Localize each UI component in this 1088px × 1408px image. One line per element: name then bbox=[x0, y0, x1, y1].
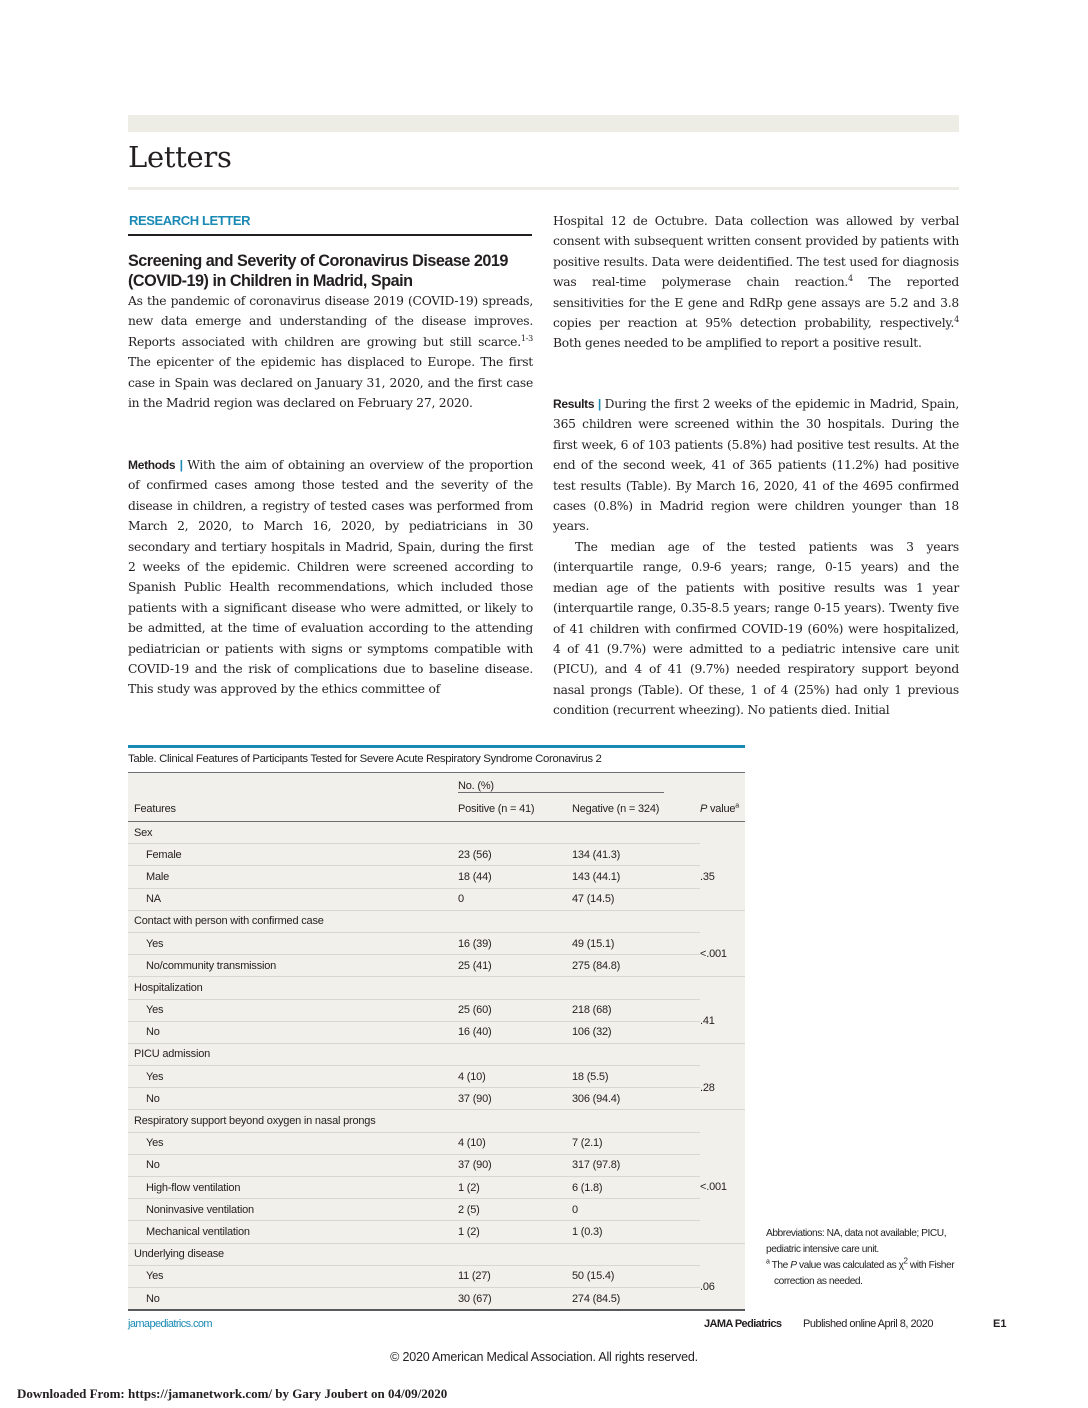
table-row bbox=[128, 1199, 745, 1221]
positive-cell: 25 (60) bbox=[458, 999, 572, 1021]
results-paragraph bbox=[553, 394, 959, 537]
positive-cell: 37 (90) bbox=[458, 1088, 572, 1110]
feature-cell: No bbox=[128, 1287, 458, 1309]
table-row bbox=[128, 1221, 745, 1243]
feature-cell: No bbox=[128, 1154, 458, 1176]
negative-cell: 134 (41.3) bbox=[572, 844, 700, 866]
feature-cell: Yes bbox=[128, 1132, 458, 1154]
methods-text-cont: Hospital 12 de Octubre. Data collection was allowed by verbal consent with subsequent written consent provided by patients with positive results. Data were deidentified. The test used for diagnosis was real-time polymerase chain reaction. bbox=[553, 214, 959, 290]
group-label: Contact with person with confirmed case bbox=[128, 910, 745, 932]
negative-cell: 18 (5.5) bbox=[572, 1066, 700, 1088]
heading-separator: | bbox=[175, 458, 188, 472]
positive-cell: 16 (40) bbox=[458, 1021, 572, 1043]
positive-cell: 18 (44) bbox=[458, 866, 572, 888]
table-row bbox=[128, 1265, 745, 1287]
results-heading: Results bbox=[553, 397, 595, 411]
feature-cell: Yes bbox=[128, 999, 458, 1021]
positive-cell: 0 bbox=[458, 888, 572, 910]
feature-cell: Female bbox=[128, 844, 458, 866]
p-value-cell: <.001 bbox=[700, 1181, 727, 1194]
footnote-a: $^a$ The P value was calculated as $\chi^2$ with Fisher correction as needed. bbox=[766, 1256, 955, 1287]
table-row bbox=[128, 888, 745, 910]
methods-continued bbox=[553, 211, 959, 354]
publication-date: Published online April 8, 2020 bbox=[803, 1318, 933, 1330]
positive-cell: 4 (10) bbox=[458, 1066, 572, 1088]
table-row bbox=[128, 1021, 745, 1043]
header-band bbox=[128, 115, 959, 132]
feature-cell: Yes bbox=[128, 1066, 458, 1088]
group-label: Hospitalization bbox=[128, 977, 745, 999]
negative-cell: 7 (2.1) bbox=[572, 1132, 700, 1154]
table-top-rule bbox=[128, 745, 745, 748]
negative-cell: 49 (15.1) bbox=[572, 932, 700, 954]
table-row bbox=[128, 866, 745, 888]
negative-cell: 274 (84.5) bbox=[572, 1287, 700, 1309]
table-header-row bbox=[128, 773, 745, 797]
group-label: Underlying disease bbox=[128, 1243, 745, 1265]
positive-cell: 23 (56) bbox=[458, 844, 572, 866]
positive-cell: 1 (2) bbox=[458, 1221, 572, 1243]
journal-name: JAMA Pediatrics bbox=[704, 1318, 782, 1330]
table-row bbox=[128, 844, 745, 866]
p-value-cell: <.001 bbox=[700, 948, 727, 961]
abbreviations-note: Abbreviations: NA, data not available; PICU, pediatric intensive care unit. bbox=[766, 1228, 947, 1255]
reference-marker[interactable]: 4 bbox=[848, 274, 853, 284]
negative-cell: 1 (0.3) bbox=[572, 1221, 700, 1243]
group-label: Sex bbox=[128, 822, 745, 844]
feature-cell: Yes bbox=[128, 1265, 458, 1287]
col-header-p-value: P value$^a$ bbox=[700, 797, 745, 822]
table-row bbox=[128, 955, 745, 977]
copyright-notice: © 2020 American Medical Association. All rights reserved. bbox=[390, 1350, 698, 1364]
methods-text-cont: Both genes needed to be amplified to report a positive result. bbox=[553, 336, 922, 351]
feature-cell: Yes bbox=[128, 932, 458, 954]
kicker-rule bbox=[128, 234, 532, 236]
table-row bbox=[128, 1177, 745, 1199]
col-header-features: Features bbox=[128, 797, 458, 822]
p-value-cell: .28 bbox=[700, 1081, 715, 1094]
table-row bbox=[128, 1154, 745, 1176]
table-group-row bbox=[128, 1043, 745, 1065]
table-row bbox=[128, 999, 745, 1021]
p-value-cell: .35 bbox=[700, 870, 715, 883]
negative-cell: 143 (44.1) bbox=[572, 866, 700, 888]
negative-cell: 0 bbox=[572, 1199, 700, 1221]
article-type-kicker: RESEARCH LETTER bbox=[129, 213, 251, 228]
negative-cell: 306 (94.4) bbox=[572, 1088, 700, 1110]
table-group-row bbox=[128, 977, 745, 999]
positive-cell: 37 (90) bbox=[458, 1154, 572, 1176]
positive-cell: 2 (5) bbox=[458, 1199, 572, 1221]
results-paragraph-2: The median age of the tested patients was 3 years (interquartile range, 0.9-6 years; range, 0-15 years) and the median age of the patients with positive results was 1 year (interquartile range, 0.35-8.5 years; range 0-15 years). Twenty five of 41 children with confirmed COVID-19 (60%) were hospitalized, 4 of 41 (9.7%) were admitted to a pediatric intensive care unit (PICU), and 4 of 41 (9.7%) needed respiratory support beyond nasal prongs (Table). Of these, 1 of 4 (25%) had only 1 previous condition (recurrent wheezing). No patients died. Initial bbox=[553, 540, 959, 718]
positive-cell: 30 (67) bbox=[458, 1287, 572, 1309]
table-group-row bbox=[128, 1110, 745, 1132]
table-group-row bbox=[128, 1243, 745, 1265]
methods-heading: Methods bbox=[128, 458, 176, 472]
negative-cell: 218 (68) bbox=[572, 999, 700, 1021]
article-title: Screening and Severity of Coronavirus Disease 2019 (COVID-19) in Children in Madrid, Spain bbox=[128, 252, 508, 290]
methods-paragraph bbox=[128, 455, 533, 700]
feature-cell: Noninvasive ventilation bbox=[128, 1199, 458, 1221]
negative-cell: 106 (32) bbox=[572, 1021, 700, 1043]
download-notice: Downloaded From: https://jamanetwork.com/ by Gary Joubert on 04/09/2020 bbox=[17, 1386, 448, 1401]
group-label: Respiratory support beyond oxygen in nasal prongs bbox=[128, 1110, 745, 1132]
positive-cell: 16 (39) bbox=[458, 932, 572, 954]
footnote-marker[interactable]: a bbox=[735, 802, 739, 810]
table-row bbox=[128, 932, 745, 954]
header-divider bbox=[128, 187, 959, 190]
table-group-row bbox=[128, 822, 745, 844]
section-title: Letters bbox=[128, 140, 232, 174]
p-value-cell: .06 bbox=[700, 1281, 715, 1294]
feature-cell: Mechanical ventilation bbox=[128, 1221, 458, 1243]
table-group-row bbox=[128, 910, 745, 932]
positive-cell: 4 (10) bbox=[458, 1132, 572, 1154]
table-row bbox=[128, 1287, 745, 1309]
results-text: During the first 2 weeks of the epidemic in Madrid, Spain, 365 children were screened within the 30 hospitals. During the first week, 6 of 103 patients (5.8%) had positive test results. At the end of the second week, 41 of 365 patients (11.2%) had positive test results (Table). By March 16, 2020, 41 of the 4695 confirmed cases (0.8%) in Madrid region were children younger than 18 years. bbox=[553, 397, 959, 534]
negative-cell: 317 (97.8) bbox=[572, 1154, 700, 1176]
intro-text-cont: The epicenter of the epidemic has displaced to Europe. The first case in Spain was declared on January 31, 2020, and the first case in the Madrid region was declared on February 27, 2020. bbox=[128, 355, 533, 411]
negative-cell: 275 (84.8) bbox=[572, 955, 700, 977]
journal-website-link[interactable]: jamapediatrics.com bbox=[128, 1318, 212, 1330]
table-row bbox=[128, 1066, 745, 1088]
p-value-cell: .41 bbox=[700, 1014, 715, 1027]
col-header-positive: Positive (n = 41) bbox=[458, 797, 572, 822]
methods-text: With the aim of obtaining an overview of the proportion of confirmed cases among those tested and the severity of the disease in children, a registry of tested cases was performed from March 2, 2020, to March 16, 2020, by pediatricians in 30 secondary and tertiary hospitals in Madrid, Spain, during the first 2 weeks of the epidemic. Children were screened according to Spanish Public Health recommendations, which included those patients with a significant disease who were admitted, or likely to be admitted, at the time of evaluation according to the attending pediatrician or patients with signs or symptoms compatible with COVID-19 and the risk of complications due to baseline disease. This study was approved by the ethics committee of bbox=[128, 458, 533, 697]
negative-cell: 6 (1.8) bbox=[572, 1177, 700, 1199]
feature-cell: No bbox=[128, 1021, 458, 1043]
table-row bbox=[128, 1088, 745, 1110]
positive-cell: 1 (2) bbox=[458, 1177, 572, 1199]
positive-cell: 11 (27) bbox=[458, 1265, 572, 1287]
negative-cell: 50 (15.4) bbox=[572, 1265, 700, 1287]
feature-cell: No bbox=[128, 1088, 458, 1110]
col-header-negative: Negative (n = 324) bbox=[572, 797, 700, 822]
reference-marker[interactable]: 1-3 bbox=[520, 333, 533, 343]
table-notes bbox=[766, 1226, 966, 1290]
table-header-row bbox=[128, 797, 745, 822]
column-group-header: No. (%) bbox=[458, 778, 664, 793]
clinical-features-table bbox=[128, 772, 745, 1311]
group-label: PICU admission bbox=[128, 1043, 745, 1065]
page-number: E1 bbox=[993, 1318, 1007, 1330]
table-caption: Table. Clinical Features of Participants Tested for Severe Acute Respiratory Syndrome Coronavirus 2 bbox=[128, 753, 602, 765]
intro-paragraph bbox=[128, 291, 533, 413]
heading-separator: | bbox=[594, 397, 605, 411]
methods-text-cont: The reported sensitivities for the E gene and RdRp gene assays are 5.2 and 3.8 copies per reaction at 95% detection probability, respectively. bbox=[553, 275, 959, 331]
feature-cell: High-flow ventilation bbox=[128, 1177, 458, 1199]
reference-marker[interactable]: 4 bbox=[954, 314, 959, 324]
table-row bbox=[128, 1132, 745, 1154]
feature-cell: Male bbox=[128, 866, 458, 888]
intro-text: As the pandemic of coronavirus disease 2019 (COVID-19) spreads, new data emerge and understanding of the disease improves. Reports associated with children are growing but still scarce. bbox=[128, 294, 533, 349]
negative-cell: 47 (14.5) bbox=[572, 888, 700, 910]
feature-cell: NA bbox=[128, 888, 458, 910]
feature-cell: No/community transmission bbox=[128, 955, 458, 977]
positive-cell: 25 (41) bbox=[458, 955, 572, 977]
